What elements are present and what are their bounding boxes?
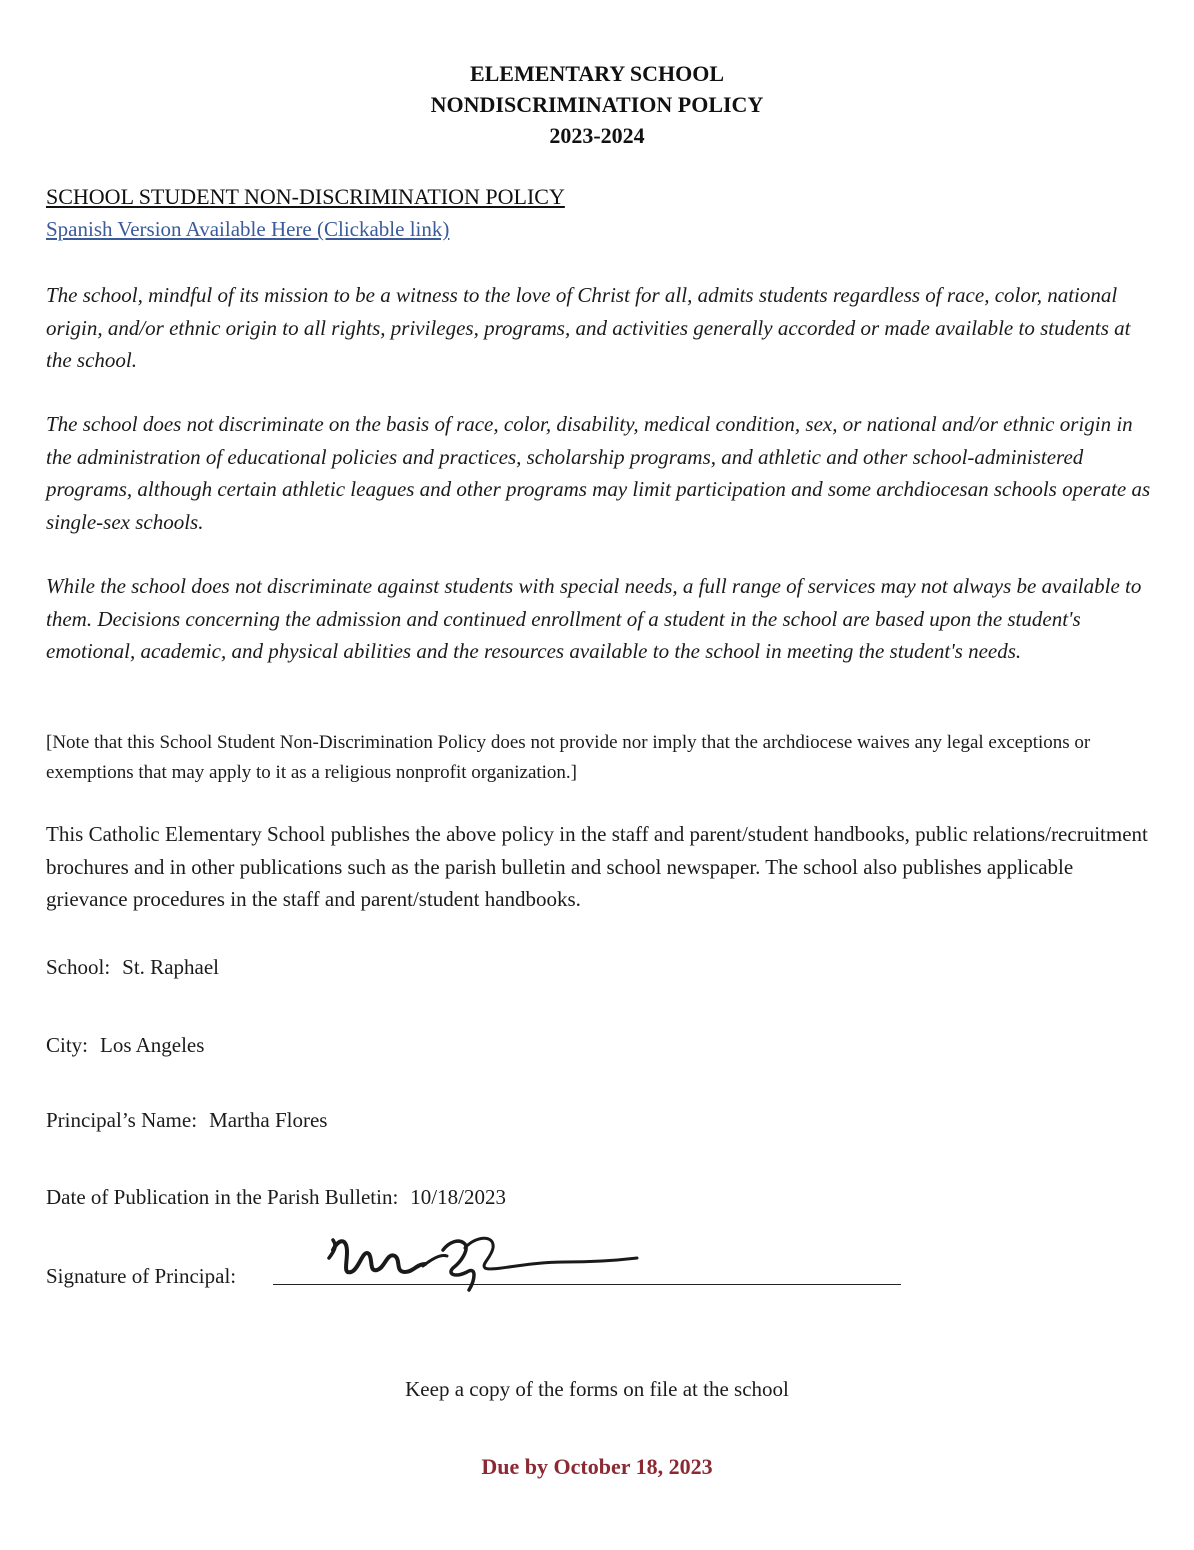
signature-label: Signature of Principal: (46, 1264, 237, 1288)
policy-paragraph-3: While the school does not discriminate against students with special needs, a full range of services may not always be available to them. Decisions concerning the admission and continued enrollment of a student in the school are based upon the student's emotional, academic, and physical abilities and the resources available to the school in meeting the student's needs. (46, 574, 1142, 663)
city-label: City: (46, 1033, 89, 1057)
city-field (46, 1033, 204, 1058)
document-title (0, 58, 1194, 151)
policy-note: [Note that this School Student Non-Discrimination Policy does not provide nor imply that the archdiocese waives any legal exceptions or exemptions that may apply to it as a religious nonprofit organization.] (46, 732, 1091, 783)
school-label: School: (46, 955, 111, 979)
section-heading: SCHOOL STUDENT NON-DISCRIMINATION POLICY (46, 184, 565, 209)
principal-value: Martha Flores (209, 1108, 328, 1132)
keep-copy-notice: Keep a copy of the forms on file at the school (405, 1377, 789, 1401)
date-value: 10/18/2023 (410, 1185, 506, 1209)
title-line-1: ELEMENTARY SCHOOL (469, 61, 725, 86)
publication-date-field (46, 1185, 506, 1210)
school-value: St. Raphael (122, 955, 219, 979)
signature-field (46, 1264, 236, 1289)
date-label: Date of Publication in the Parish Bulletin: (46, 1185, 399, 1209)
city-value: Los Angeles (100, 1033, 205, 1057)
principal-label: Principal’s Name: (46, 1108, 198, 1132)
title-line-3: 2023-2024 (549, 123, 645, 148)
title-line-2: NONDISCRIMINATION POLICY (430, 92, 764, 117)
school-field (46, 955, 219, 980)
policy-paragraph-1: The school, mindful of its mission to be a witness to the love of Christ for all, admits students regardless of race, color, national origin, and/or ethnic origin to all rights, privileges, programs, and activities generally accorded or made available to students at the school. (46, 283, 1131, 372)
publication-paragraph: This Catholic Elementary School publishes the above policy in the staff and parent/student handbooks, public relations/recruitment brochures and in other publications such as the parish bulletin and school newspaper. The school also publishes applicable grievance procedures in the staff and parent/student handbooks. (46, 822, 1148, 911)
due-date-notice: Due by October 18, 2023 (481, 1454, 713, 1479)
policy-paragraph-2: The school does not discriminate on the basis of race, color, disability, medical condition, sex, or national and/or ethnic origin in the administration of educational policies and practices, scholarship programs, and athletic and other school-administered programs, although certain athletic leagues and other programs may limit participation and some archdiocesan schools operate as single-sex schools. (46, 412, 1151, 534)
principal-name-field (46, 1108, 327, 1133)
spanish-version-link[interactable]: Spanish Version Available Here (Clickable link) (46, 217, 450, 241)
principal-signature (325, 1228, 645, 1300)
